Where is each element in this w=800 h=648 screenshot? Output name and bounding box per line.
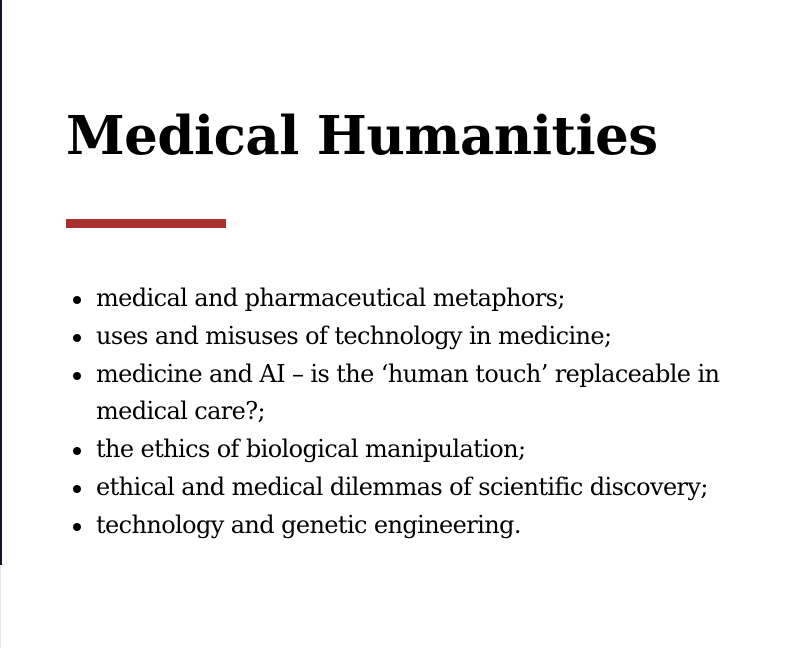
topic-item: medicine and AI – is the ‘human touch’ replaceable in medical care?; xyxy=(96,356,786,432)
topic-list xyxy=(66,280,786,545)
topic-item: ethical and medical dilemmas of scientific discovery; xyxy=(96,469,786,507)
left-border-lower xyxy=(0,565,1,648)
topic-item: uses and misuses of technology in medicine; xyxy=(96,318,786,356)
topic-item: technology and genetic engineering. xyxy=(96,507,786,545)
topic-item: the ethics of biological manipulation; xyxy=(96,431,786,469)
topic-item: medical and pharmaceutical metaphors; xyxy=(96,280,786,318)
slide-title: Medical Humanities xyxy=(66,105,658,167)
slide-card xyxy=(2,0,800,648)
title-accent-bar xyxy=(66,219,226,228)
